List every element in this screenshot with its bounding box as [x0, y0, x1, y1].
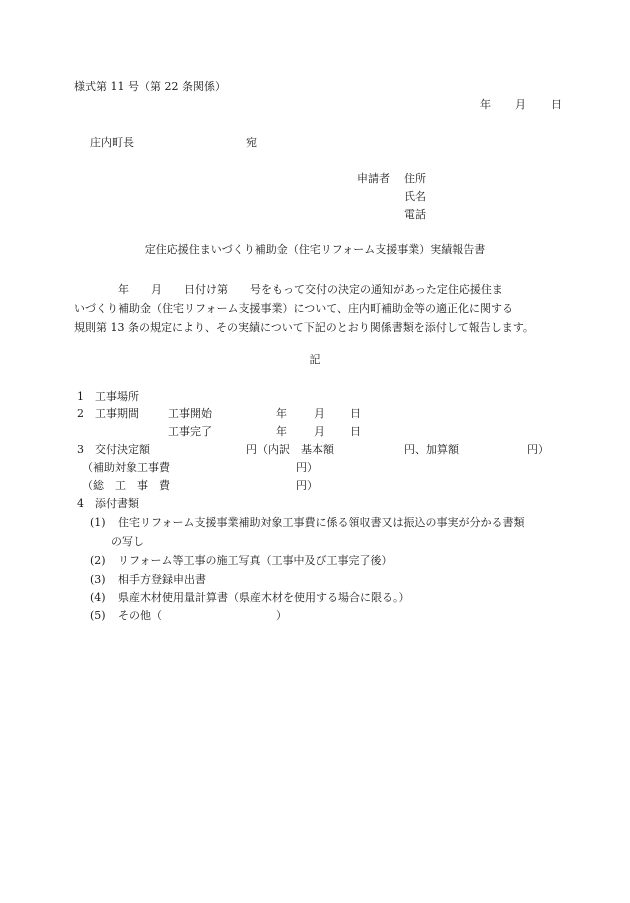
item4-number: 4 — [77, 497, 84, 510]
form-number: 様式第 11 号（第 22 条関係） — [74, 80, 226, 93]
work-end-label: 工事完了 — [168, 425, 212, 438]
applicant-name-label: 氏名 — [404, 190, 426, 203]
item2-label: 工事期間 — [95, 407, 139, 420]
addressee-name: 庄内町長 — [90, 136, 134, 149]
addressee-suffix: 宛 — [246, 136, 257, 149]
body-line-2: いづくり補助金（住宅リフォーム支援事業）について、庄内町補助金等の適正化に関する — [74, 302, 514, 315]
item2-number: 2 — [77, 407, 84, 420]
grant-additional-yen: 円） — [527, 443, 549, 456]
body-paragraph — [74, 280, 570, 337]
doc3-text: 相手方登録申出書 — [118, 573, 206, 586]
item4-label: 添付書類 — [95, 497, 139, 510]
body-line-1: 年 月 日付け第 号をもって交付の決定の通知があった定住応援住ま — [74, 283, 503, 296]
item3-number: 3 — [77, 443, 84, 456]
body-line-3: 規則第 13 条の規定により、その実績について下記のとおり関係書類を添付して報告します。 — [74, 321, 534, 334]
work-start-label: 工事開始 — [168, 407, 212, 420]
item1-label: 工事場所 — [95, 390, 139, 403]
doc1-text: 住宅リフォーム支援事業補助対象工事費に係る領収書又は振込の事実が分かる書類 — [118, 516, 525, 529]
doc2-number: (2) — [90, 554, 106, 567]
work-start-day: 日 — [350, 407, 361, 420]
work-end-year: 年 — [276, 425, 287, 438]
doc3-number: (3) — [90, 573, 106, 586]
ki-marker: 記 — [309, 353, 321, 366]
work-end-month: 月 — [314, 425, 325, 438]
doc2-text: リフォーム等工事の施工写真（工事中及び工事完了後） — [118, 554, 393, 567]
applicant-address-label: 住所 — [404, 172, 426, 185]
item3-label: 交付決定額 — [95, 443, 150, 456]
work-start-month: 月 — [314, 407, 325, 420]
work-start-year: 年 — [276, 407, 287, 420]
grant-amount-breakdown: 円（内訳 基本額 — [246, 443, 334, 456]
applicant-phone-label: 電話 — [404, 208, 426, 221]
work-end-day: 日 — [350, 425, 361, 438]
doc1-continuation: の写し — [111, 535, 144, 548]
eligible-cost-yen: 円） — [296, 461, 318, 474]
eligible-cost-label: （補助対象工事費 — [82, 461, 170, 474]
date-day: 日 — [551, 98, 562, 111]
document-title: 定住応援住まいづくり補助金（住宅リフォーム支援事業）実績報告書 — [144, 243, 486, 256]
date-year: 年 — [480, 98, 491, 111]
doc5-close: ） — [276, 609, 287, 622]
doc4-number: (4) — [90, 591, 106, 604]
total-cost-label: （総 工 事 費 — [82, 479, 170, 492]
doc4-text: 県産木材使用量計算書（県産木材を使用する場合に限る。） — [118, 591, 410, 604]
total-cost-yen: 円） — [296, 479, 318, 492]
date-month: 月 — [515, 98, 526, 111]
item1-number: 1 — [77, 390, 84, 403]
doc5-number: (5) — [90, 609, 106, 622]
grant-base-yen: 円、加算額 — [404, 443, 459, 456]
applicant-label: 申請者 — [357, 172, 390, 185]
doc1-number: (1) — [90, 516, 106, 529]
doc5-text: その他（ — [118, 609, 162, 622]
